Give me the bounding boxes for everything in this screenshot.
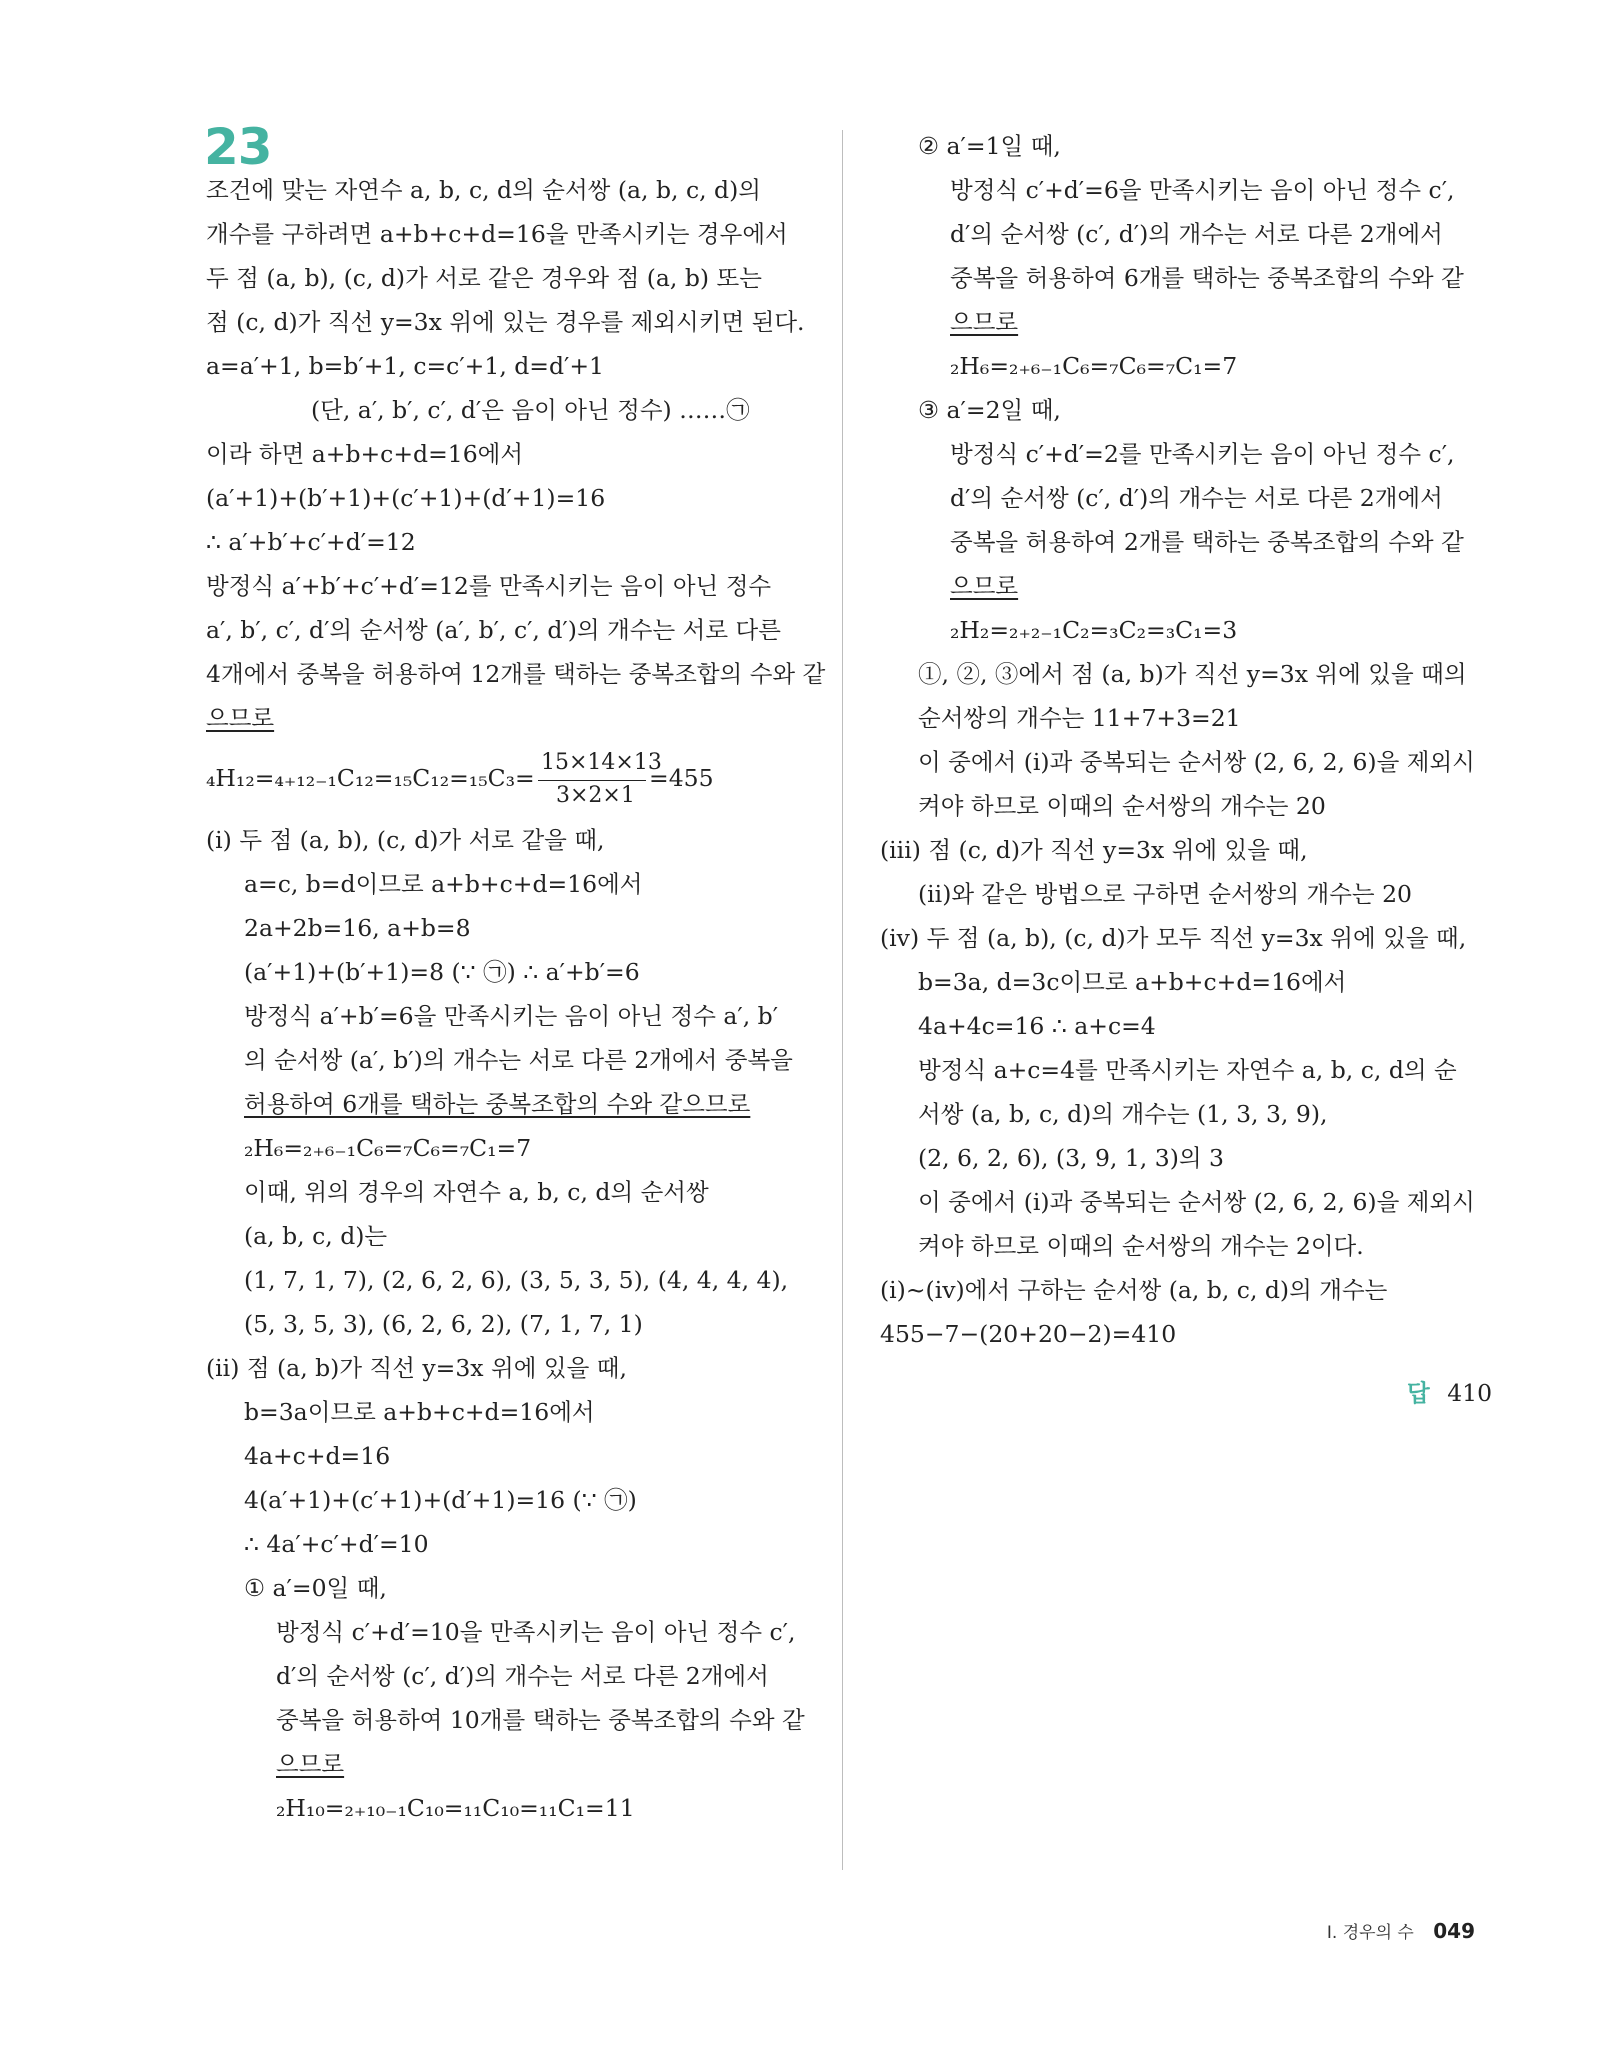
text-line: 455−7−(20+20−2)=410 [880,1320,1177,1348]
text-line: 켜야 하므로 이때의 순서쌍의 개수는 2이다. [918,1232,1364,1260]
chapter-title: Ⅰ. 경우의 수 [1326,1923,1414,1943]
text-line: (a′+1)+(b′+1)=8 (∵ ㉠) ∴ a′+b′=6 [244,958,640,986]
text-line: ∴ a′+b′+c′+d′=12 [206,528,416,556]
text-line: (iv) 두 점 (a, b), (c, d)가 모두 직선 y=3x 위에 있을 때, [880,924,1467,952]
text-line: 의 순서쌍 (a′, b′)의 개수는 서로 다른 2개에서 중복을 [244,1046,793,1074]
text-line: (i)~(iv)에서 구하는 순서쌍 (a, b, c, d)의 개수는 [880,1276,1388,1304]
answer-value: 410 [1447,1379,1493,1407]
text-line: 조건에 맞는 자연수 a, b, c, d의 순서쌍 (a, b, c, d)의 [206,176,761,204]
text-line: 서쌍 (a, b, c, d)의 개수는 (1, 3, 3, 9), [918,1100,1328,1128]
text-line: 방정식 a′+b′+c′+d′=12를 만족시키는 음이 아닌 정수 [206,572,772,600]
fraction-denominator: 3×2×1 [556,783,635,808]
text-line: 이 중에서 (i)과 중복되는 순서쌍 (2, 6, 2, 6)을 제외시 [918,748,1475,776]
text-line: 점 (c, d)가 직선 y=3x 위에 있는 경우를 제외시키면 된다. [206,308,805,336]
text-line: 두 점 (a, b), (c, d)가 서로 같은 경우와 점 (a, b) 또는 [206,264,762,292]
text-line: 방정식 c′+d′=2를 만족시키는 음이 아닌 정수 c′, [950,440,1455,468]
text-line: 이때, 위의 경우의 자연수 a, b, c, d의 순서쌍 [244,1178,709,1206]
problem-number: 23 [204,118,272,176]
page-number: 049 [1433,1919,1475,1943]
text-line: ₂H₆=₂₊₆₋₁C₆=₇C₆=₇C₁=7 [244,1134,532,1162]
text-line: a′, b′, c′, d′의 순서쌍 (a′, b′, c′, d′)의 개수는 서로 다른 [206,616,781,644]
text-line: (a′+1)+(b′+1)+(c′+1)+(d′+1)=16 [206,484,606,512]
text-line: d′의 순서쌍 (c′, d′)의 개수는 서로 다른 2개에서 [276,1662,769,1690]
text-line: (ii) 점 (a, b)가 직선 y=3x 위에 있을 때, [206,1354,627,1382]
text-line: ₄H₁₂=₄₊₁₂₋₁C₁₂=₁₅C₁₂=₁₅C₃= [206,764,535,792]
text-line: b=3a이므로 a+b+c+d=16에서 [244,1398,595,1426]
text-line: d′의 순서쌍 (c′, d′)의 개수는 서로 다른 2개에서 [950,220,1443,248]
text-line: (단, a′, b′, c′, d′은 음이 아닌 정수) ……㉠ [311,396,750,424]
text-line: 4개에서 중복을 허용하여 12개를 택하는 중복조합의 수와 같 [206,660,826,688]
page-footer [1327,1918,1475,1943]
text-line: 4(a′+1)+(c′+1)+(d′+1)=16 (∵ ㉠) [244,1486,637,1514]
text-line: (5, 3, 5, 3), (6, 2, 6, 2), (7, 1, 7, 1) [244,1310,643,1338]
text-line: 으므로 [206,704,275,732]
text-line: (a, b, c, d)는 [244,1222,388,1250]
text-line: 으므로 [950,308,1019,336]
text-line: 방정식 a+c=4를 만족시키는 자연수 a, b, c, d의 순 [918,1056,1457,1084]
text-line: (iii) 점 (c, d)가 직선 y=3x 위에 있을 때, [880,836,1308,864]
column-divider [842,130,843,1870]
text-line: ₂H₂=₂₊₂₋₁C₂=₃C₂=₃C₁=3 [950,616,1238,644]
text-line: b=3a, d=3c이므로 a+b+c+d=16에서 [918,968,1347,996]
text-line: a=a′+1, b=b′+1, c=c′+1, d=d′+1 [206,352,605,380]
text-line: 중복을 허용하여 10개를 택하는 중복조합의 수와 같 [276,1706,805,1734]
answer [1407,1378,1492,1408]
text-line: (i) 두 점 (a, b), (c, d)가 서로 같을 때, [206,826,605,854]
text-line: 허용하여 6개를 택하는 중복조합의 수와 같으므로 [244,1090,751,1118]
text-line: 중복을 허용하여 2개를 택하는 중복조합의 수와 같 [950,528,1464,556]
text-line: ① a′=0일 때, [244,1574,387,1602]
fraction-numerator: 15×14×13 [541,750,662,775]
text-line: 켜야 하므로 이때의 순서쌍의 개수는 20 [918,792,1326,820]
text-line: 이 중에서 (i)과 중복되는 순서쌍 (2, 6, 2, 6)을 제외시 [918,1188,1475,1216]
text-line: (1, 7, 1, 7), (2, 6, 2, 6), (3, 5, 3, 5), (4, 4, 4, 4), [244,1266,789,1294]
text-line: ∴ 4a′+c′+d′=10 [244,1530,429,1558]
text-line: (ii)와 같은 방법으로 구하면 순서쌍의 개수는 20 [918,880,1413,908]
text-line: (2, 6, 2, 6), (3, 9, 1, 3)의 3 [918,1144,1224,1172]
text-line: ② a′=1일 때, [918,132,1061,160]
text-line: 으므로 [276,1750,345,1778]
text-line: d′의 순서쌍 (c′, d′)의 개수는 서로 다른 2개에서 [950,484,1443,512]
text-line: 개수를 구하려면 a+b+c+d=16을 만족시키는 경우에서 [206,220,788,248]
text-line: 으므로 [950,572,1019,600]
text-line: a=c, b=d이므로 a+b+c+d=16에서 [244,870,643,898]
text-line: 4a+4c=16 ∴ a+c=4 [918,1012,1156,1040]
text-line: ₂H₁₀=₂₊₁₀₋₁C₁₀=₁₁C₁₀=₁₁C₁=11 [276,1794,635,1822]
text-line: ①, ②, ③에서 점 (a, b)가 직선 y=3x 위에 있을 때의 [918,660,1467,688]
text-line: 방정식 c′+d′=6을 만족시키는 음이 아닌 정수 c′, [950,176,1455,204]
text-line: 방정식 a′+b′=6을 만족시키는 음이 아닌 정수 a′, b′ [244,1002,779,1030]
text-line: 이라 하면 a+b+c+d=16에서 [206,440,524,468]
text-line: ③ a′=2일 때, [918,396,1061,424]
answer-label: 답 [1407,1379,1430,1407]
text-line: =455 [649,764,714,792]
text-line: 4a+c+d=16 [244,1442,391,1470]
text-line: ₂H₆=₂₊₆₋₁C₆=₇C₆=₇C₁=7 [950,352,1238,380]
text-line: 순서쌍의 개수는 11+7+3=21 [918,704,1241,732]
text-line: 중복을 허용하여 6개를 택하는 중복조합의 수와 같 [950,264,1464,292]
text-line: 2a+2b=16, a+b=8 [244,914,471,942]
text-line: 방정식 c′+d′=10을 만족시키는 음이 아닌 정수 c′, [276,1618,796,1646]
